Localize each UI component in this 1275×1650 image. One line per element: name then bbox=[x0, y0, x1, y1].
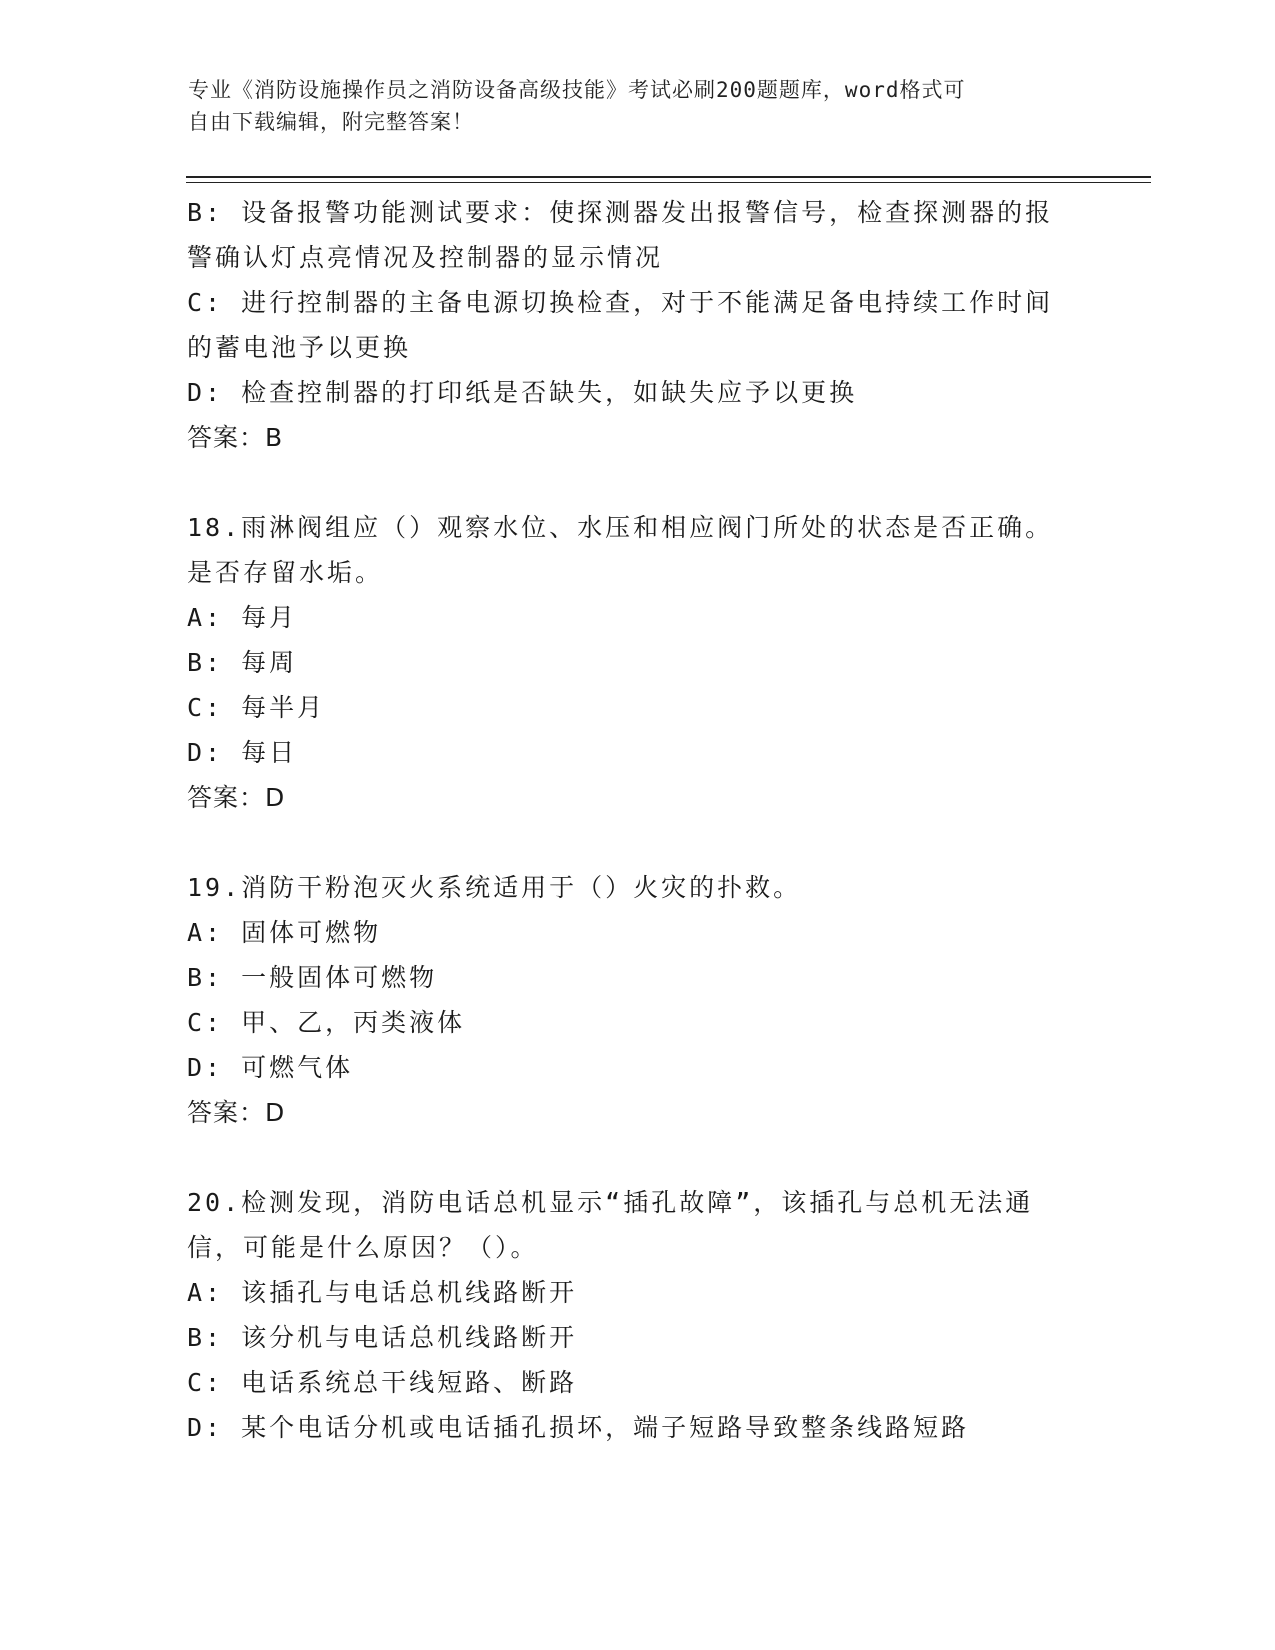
option-d: D: 某个电话分机或电话插孔损坏，端子短路导致整条线路短路 bbox=[187, 1413, 970, 1442]
question-18-block bbox=[187, 505, 1087, 820]
option-d: D: 检查控制器的打印纸是否缺失，如缺失应予以更换 bbox=[187, 378, 858, 407]
question-stem-line-1: 19.消防干粉泡灭火系统适用于（）火灾的扑救。 bbox=[187, 873, 802, 902]
option-c-line-1: C: 进行控制器的主备电源切换检查，对于不能满足备电持续工作时间 bbox=[187, 288, 1054, 317]
question-stem-line-1: 18.雨淋阀组应（）观察水位、水压和相应阀门所处的状态是否正确。 bbox=[187, 513, 1054, 542]
option-c: C: 甲、乙，丙类液体 bbox=[187, 1008, 466, 1037]
answer: 答案：D bbox=[187, 783, 286, 812]
question-20-block bbox=[187, 1180, 1087, 1450]
answer: 答案：D bbox=[187, 1098, 286, 1127]
option-d: D: 可燃气体 bbox=[187, 1053, 354, 1082]
option-a: A: 固体可燃物 bbox=[187, 918, 382, 947]
option-b-line-2: 警确认灯点亮情况及控制器的显示情况 bbox=[187, 243, 664, 272]
option-c: C: 每半月 bbox=[187, 693, 326, 722]
option-c-line-2: 的蓄电池予以更换 bbox=[187, 333, 412, 362]
question-content bbox=[187, 190, 1087, 1450]
header-divider-thin bbox=[186, 182, 1151, 183]
option-b: B: 该分机与电话总机线路断开 bbox=[187, 1323, 578, 1352]
option-b: B: 每周 bbox=[187, 648, 298, 677]
question-17-block bbox=[187, 190, 1087, 460]
option-a: A: 该插孔与电话总机线路断开 bbox=[187, 1278, 578, 1307]
header-line-2: 自由下载编辑，附完整答案！ bbox=[188, 110, 474, 134]
document-header bbox=[188, 74, 1068, 138]
answer: 答案：B bbox=[187, 423, 284, 452]
question-stem-line-1: 20.检测发现，消防电话总机显示“插孔故障”，该插孔与总机无法通 bbox=[187, 1188, 1034, 1217]
option-b: B: 一般固体可燃物 bbox=[187, 963, 438, 992]
option-d: D: 每日 bbox=[187, 738, 298, 767]
question-19-block bbox=[187, 865, 1087, 1135]
option-a: A: 每月 bbox=[187, 603, 298, 632]
question-stem-line-2: 是否存留水垢。 bbox=[187, 558, 384, 587]
option-c: C: 电话系统总干线短路、断路 bbox=[187, 1368, 578, 1397]
header-divider-thick bbox=[186, 176, 1151, 178]
option-b-line-1: B: 设备报警功能测试要求：使探测器发出报警信号，检查探测器的报 bbox=[187, 198, 1054, 227]
header-line-1: 专业《消防设施操作员之消防设备高级技能》考试必刷200题题库，word格式可 bbox=[188, 78, 966, 102]
question-stem-line-2: 信，可能是什么原因？（）。 bbox=[187, 1233, 539, 1262]
